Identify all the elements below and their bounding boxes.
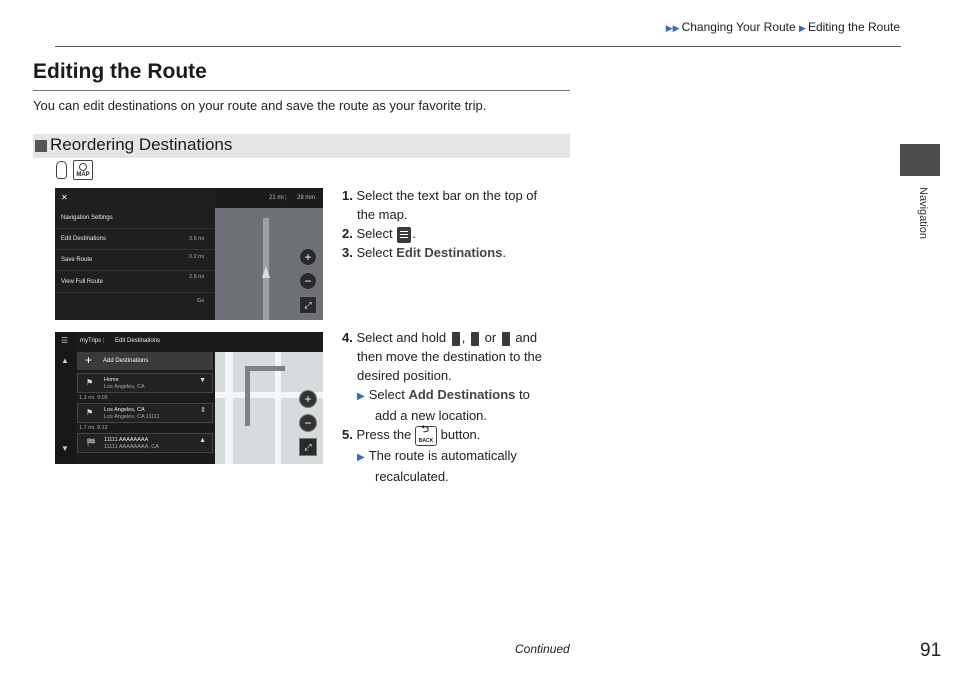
- destination-row[interactable]: ⚑ Los Angeles, CA Los Angeles, CA 11111 ⇕: [77, 403, 213, 423]
- menu-item-edit-destinations[interactable]: Edit Destinations: [55, 229, 215, 250]
- back-button-icon: ⮌ BACK: [415, 426, 437, 446]
- result-arrow-icon: ▶: [357, 451, 365, 463]
- top-time: 28 min: [297, 195, 316, 201]
- top-distance: 21 mi: [269, 195, 284, 201]
- title-divider: [33, 90, 570, 91]
- page-title: Editing the Route: [33, 60, 207, 83]
- destination-row[interactable]: ⚑ Home Los Angeles, CA ▼: [77, 373, 213, 393]
- sort-up-icon: [502, 332, 510, 346]
- leg-info: 1.7 mi. 9:12: [79, 425, 108, 431]
- zoom-out-icon[interactable]: −: [299, 414, 317, 432]
- distance-label: 0.2 mi: [189, 254, 204, 260]
- left-rail: [55, 332, 75, 464]
- steps-group-1: 1. Select the text bar on the top of the map. 2. Select . 3. Select Edit Destinations.: [342, 188, 538, 260]
- breadcrumb-item-editing-route: Editing the Route: [807, 20, 900, 34]
- ui-label-add-destinations: Add Destinations: [408, 387, 516, 402]
- expand-icon[interactable]: ⤢: [299, 296, 317, 314]
- vehicle-arrow-icon: [262, 266, 270, 278]
- header-mytrips[interactable]: myTrips: [80, 338, 102, 344]
- scroll-up-icon[interactable]: ▲: [61, 356, 69, 365]
- ui-label-edit-destinations: Edit Destinations: [396, 245, 503, 260]
- touch-gesture-icon: [56, 161, 67, 179]
- result-arrow-icon: ▶: [357, 391, 365, 402]
- add-destinations-button[interactable]: + Add Destinations: [77, 352, 213, 370]
- breadcrumb-arrow-icon: ▶: [799, 23, 806, 33]
- menu-item-view-full-route[interactable]: View Full Route: [55, 272, 215, 293]
- breadcrumb-arrow-icon: ▶▶: [665, 23, 680, 33]
- sort-updown-icon[interactable]: ⇕: [200, 407, 206, 414]
- map-button-icon: MAP: [73, 160, 93, 180]
- breadcrumb-item-changing-route: Changing Your Route: [681, 20, 796, 34]
- go-label: Go: [197, 298, 205, 304]
- menu-icon[interactable]: ☰: [61, 336, 69, 345]
- screenshot-edit-destinations: ☰ ▲ ▼ myTrips | Edit Destinations + Add Destinations ⚑ Home Los Angeles, CA ▼ 1.3 mi. 9:05 ⚑ Los Angeles, CA Los Angeles, CA 11111 ⇕ 1.7 mi. 9:12 🏁︎ 11111 AAAAAAAA 11111 AAAAAAAA, CA ▲ + − ⤢: [55, 332, 323, 464]
- side-tab-label: Navigation: [917, 187, 929, 239]
- section-tab-marker: [900, 144, 940, 176]
- zoom-in-icon[interactable]: +: [299, 248, 317, 266]
- hint-icons: [56, 160, 93, 180]
- header-edit-destinations: Edit Destinations: [115, 338, 161, 344]
- continued-label: Continued: [515, 642, 570, 656]
- section-square-icon: [35, 140, 47, 152]
- steps-group-2: 4. Select and hold , or and then move the destination to the desired position. ▶ Select Add Destinations to add a new location. 5. Press the ⮌ BACK button. ▶ The route is automatically recalculated.: [342, 328, 542, 486]
- menu-icon: [397, 227, 411, 243]
- destination-row[interactable]: 🏁︎ 11111 AAAAAAAA 11111 AAAAAAAA, CA ▲: [77, 433, 213, 453]
- close-icon[interactable]: ✕: [61, 193, 68, 202]
- zoom-in-icon[interactable]: +: [299, 390, 317, 408]
- breadcrumb: [666, 20, 900, 34]
- plus-icon: +: [85, 353, 93, 367]
- route-line: [245, 366, 250, 426]
- section-heading-bar: [33, 134, 570, 158]
- sort-updown-icon: [471, 332, 479, 346]
- flag-icon: ⚑: [86, 378, 94, 387]
- sort-down-icon[interactable]: ▼: [199, 377, 206, 384]
- page-number: 91: [920, 640, 942, 661]
- section-title: Reordering Destinations: [50, 135, 233, 154]
- scroll-down-icon[interactable]: ▼: [61, 444, 69, 453]
- distance-label: 2.8 mi: [189, 274, 204, 280]
- menu-item-navigation-settings[interactable]: Navigation Settings: [55, 208, 215, 229]
- header-divider: [55, 46, 901, 47]
- screenshot-route-menu: 21 mi | 28 min ✕ Navigation Settings Edit Destinations Save Route View Full Route 3.6 mi 0.2 mi 2.8 mi Go + − ⤢: [55, 188, 323, 320]
- expand-icon[interactable]: ⤢: [299, 438, 317, 456]
- zoom-out-icon[interactable]: −: [299, 272, 317, 290]
- distance-label: 3.6 mi: [189, 236, 204, 242]
- flag-icon: ⚑: [86, 408, 94, 417]
- intro-text: You can edit destinations on your route and save the route as your favorite trip.: [33, 98, 487, 113]
- leg-info: 1.3 mi. 9:05: [79, 395, 108, 401]
- sort-down-icon: [452, 332, 460, 346]
- sort-up-icon[interactable]: ▲: [199, 437, 206, 444]
- menu-item-save-route[interactable]: Save Route: [55, 250, 215, 271]
- checkered-flag-icon: 🏁︎: [86, 438, 97, 447]
